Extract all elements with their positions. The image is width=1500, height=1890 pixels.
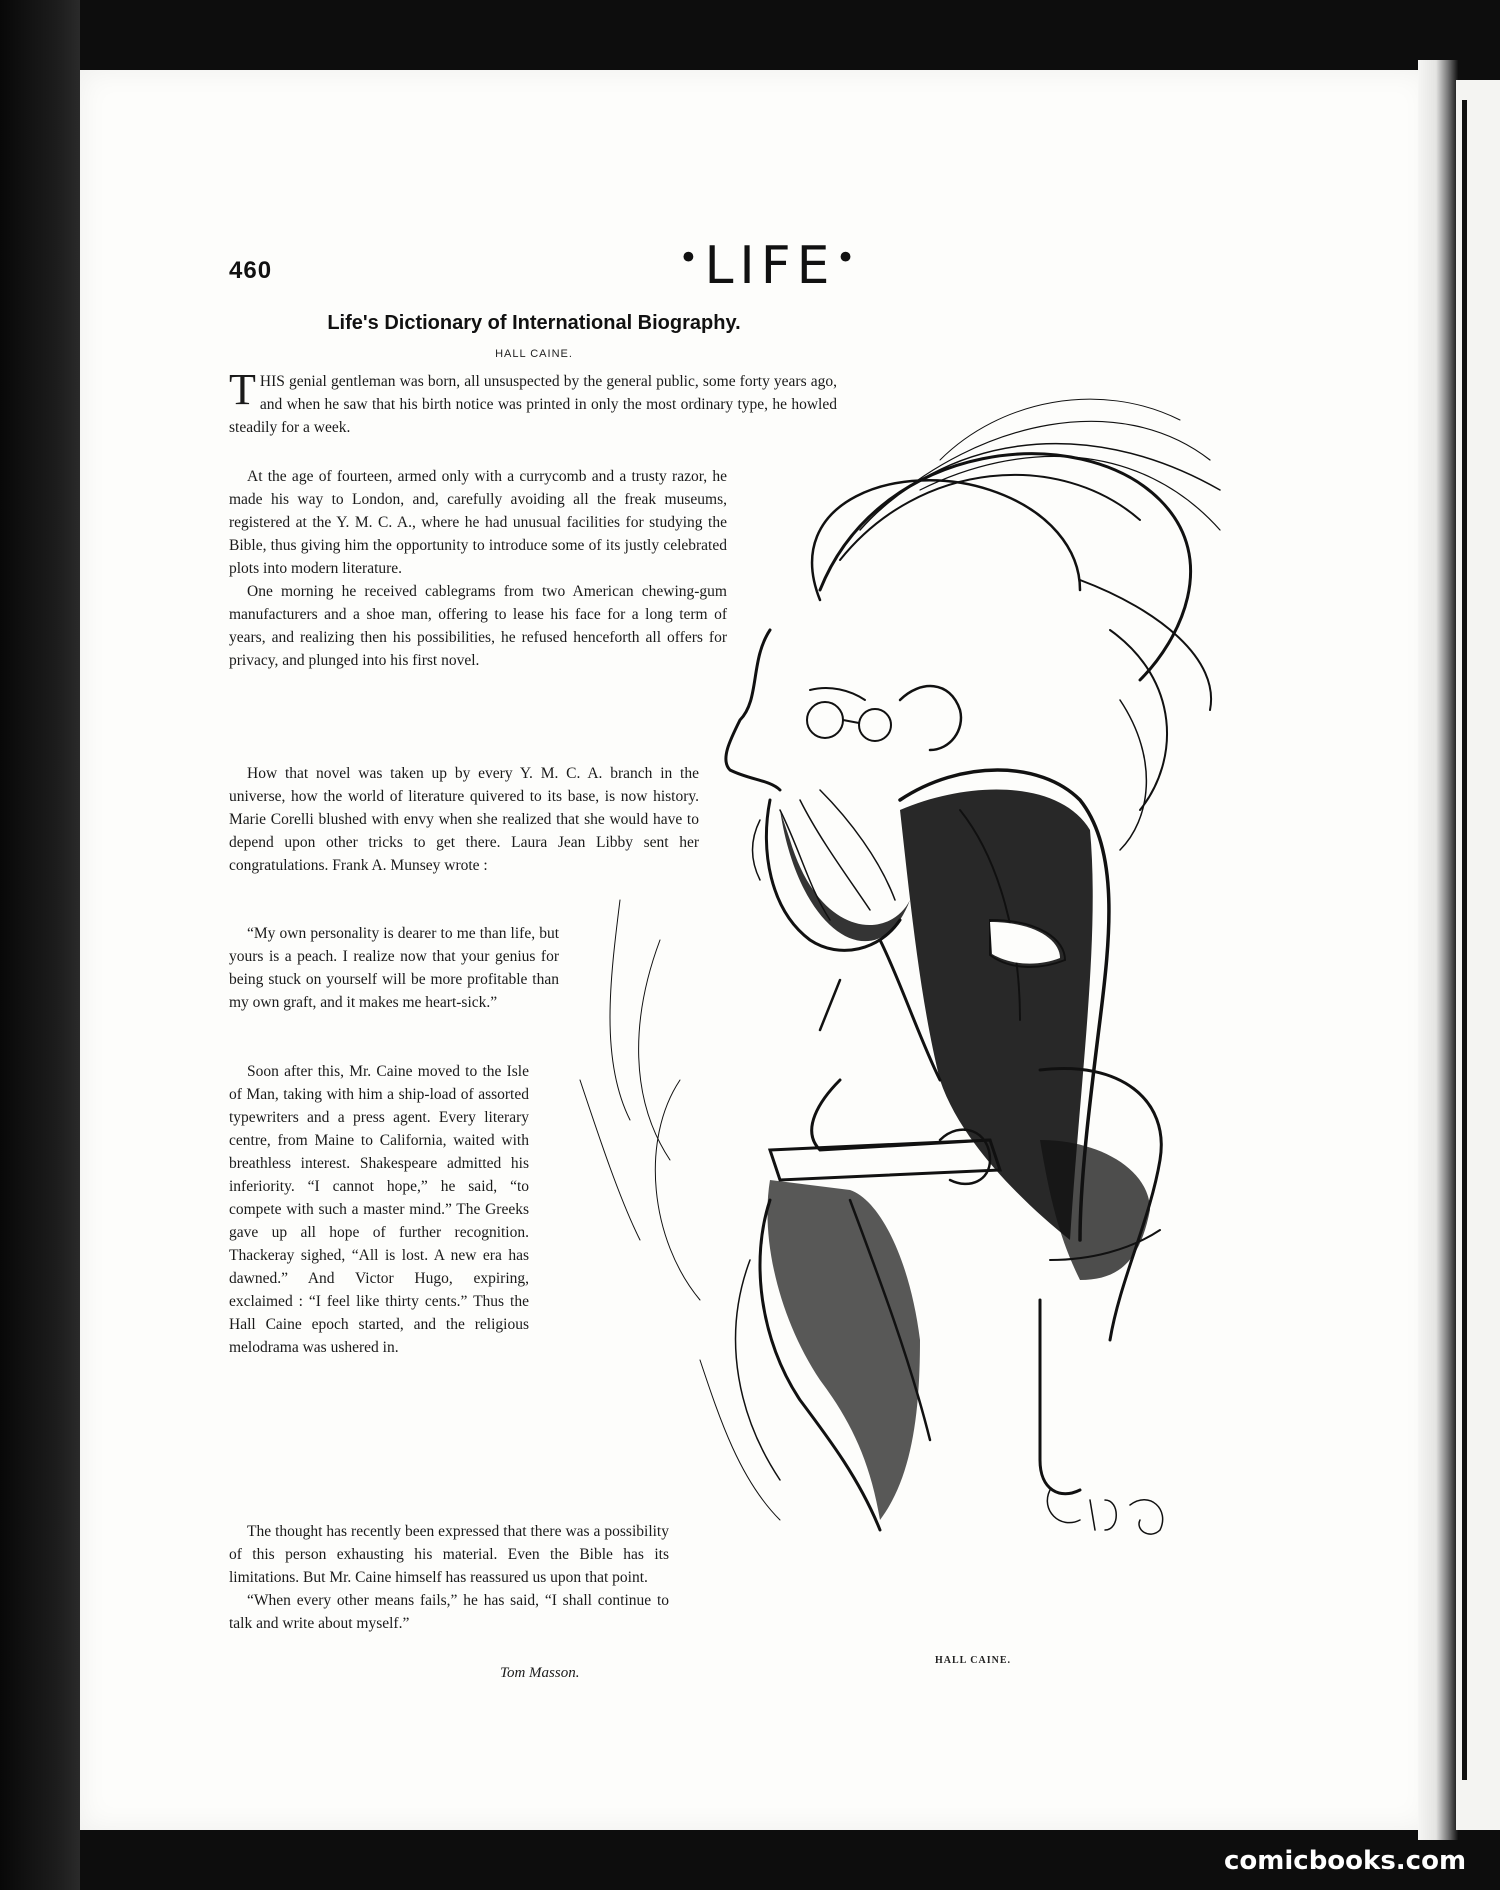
masthead-dot-left: • — [678, 238, 705, 278]
paragraph-8: “When every other means fails,” he has said, “I shall continue to talk and write about myself.” — [229, 1592, 669, 1632]
article-column-quote — [229, 922, 559, 1014]
page-gutter-shadow — [1418, 60, 1458, 1840]
paragraph-3: One morning he received cablegrams from two American chewing-gum manufacturers and a shoe man, offering to lease his face for a long term of years, and realizing then his possibilities, he refused henceforth all offers for privacy, and plunged into his first novel. — [229, 583, 727, 669]
scan-background-left — [0, 0, 80, 1890]
article-column-narrow — [229, 1060, 529, 1359]
caricature-illustration — [520, 380, 1240, 1610]
author-signature: Tom Masson. — [500, 1665, 580, 1681]
masthead-dot-right: • — [835, 238, 862, 278]
site-watermark: comicbooks.com — [1224, 1846, 1467, 1876]
drop-cap: T — [229, 365, 256, 414]
masthead — [640, 236, 900, 296]
paragraph-6: Soon after this, Mr. Caine moved to the Isle of Man, taking with him a ship-load of assorted typewriters and a press agent. Every literary centre, from Maine to California, waited with breathless interest. Shakespeare admitted his inferiority. “I cannot hope,” he said, “to compete with such a master mind.” The Greeks gave up all hope of further recognition. Thackeray sighed, “All is lost. A new era has dawned.” And Victor Hugo, expiring, exclaimed : “I feel like thirty cents.” Thus the Hall Caine epoch started, and the religious melodrama was ushered in. — [229, 1063, 529, 1356]
paragraph-1: THIS genial gentleman was born, all unsuspected by the general public, some forty years ago, and when he saw that his birth notice was printed in only the most ordinary type, he howled steadily for a week. — [229, 365, 837, 436]
illustration-caption: HALL CAINE. — [935, 1655, 1012, 1666]
masthead-title: LIFE — [704, 236, 836, 296]
article-subject: HALL CAINE. — [495, 348, 573, 360]
article-title: Life's Dictionary of International Biography. — [327, 312, 741, 334]
paragraph-4: How that novel was taken up by every Y. M. C. A. branch in the universe, how the world of literature quivered to its base, is now history. Marie Corelli blushed with envy when she realized that she would have to depend upon other tricks to get there. Laura Jean Libby sent her congratulations. Frank A. Munsey wrote : — [229, 765, 699, 874]
page-number: 460 — [229, 257, 273, 284]
paragraph-2: At the age of fourteen, armed only with a currycomb and a trusty razor, he made his way to London, and, carefully avoiding all the freak museums, registered at the Y. M. C. A., where he had unusual facilities for studying the Bible, thus giving him the opportunity to introduce some of its justly celebrated plots into modern literature. — [229, 468, 727, 577]
paragraph-7: The thought has recently been expressed that there was a possibility of this person exhausting his material. Even the Bible has its limitations. But Mr. Caine himself has reassured us upon that point. — [229, 1523, 669, 1586]
paragraph-5: “My own personality is dearer to me than life, but yours is a peach. I realize now that your genius for being stuck on yourself will be more profitable than my own graft, and it makes me heart-sick.” — [229, 925, 559, 1011]
next-page-border — [1462, 100, 1467, 1780]
